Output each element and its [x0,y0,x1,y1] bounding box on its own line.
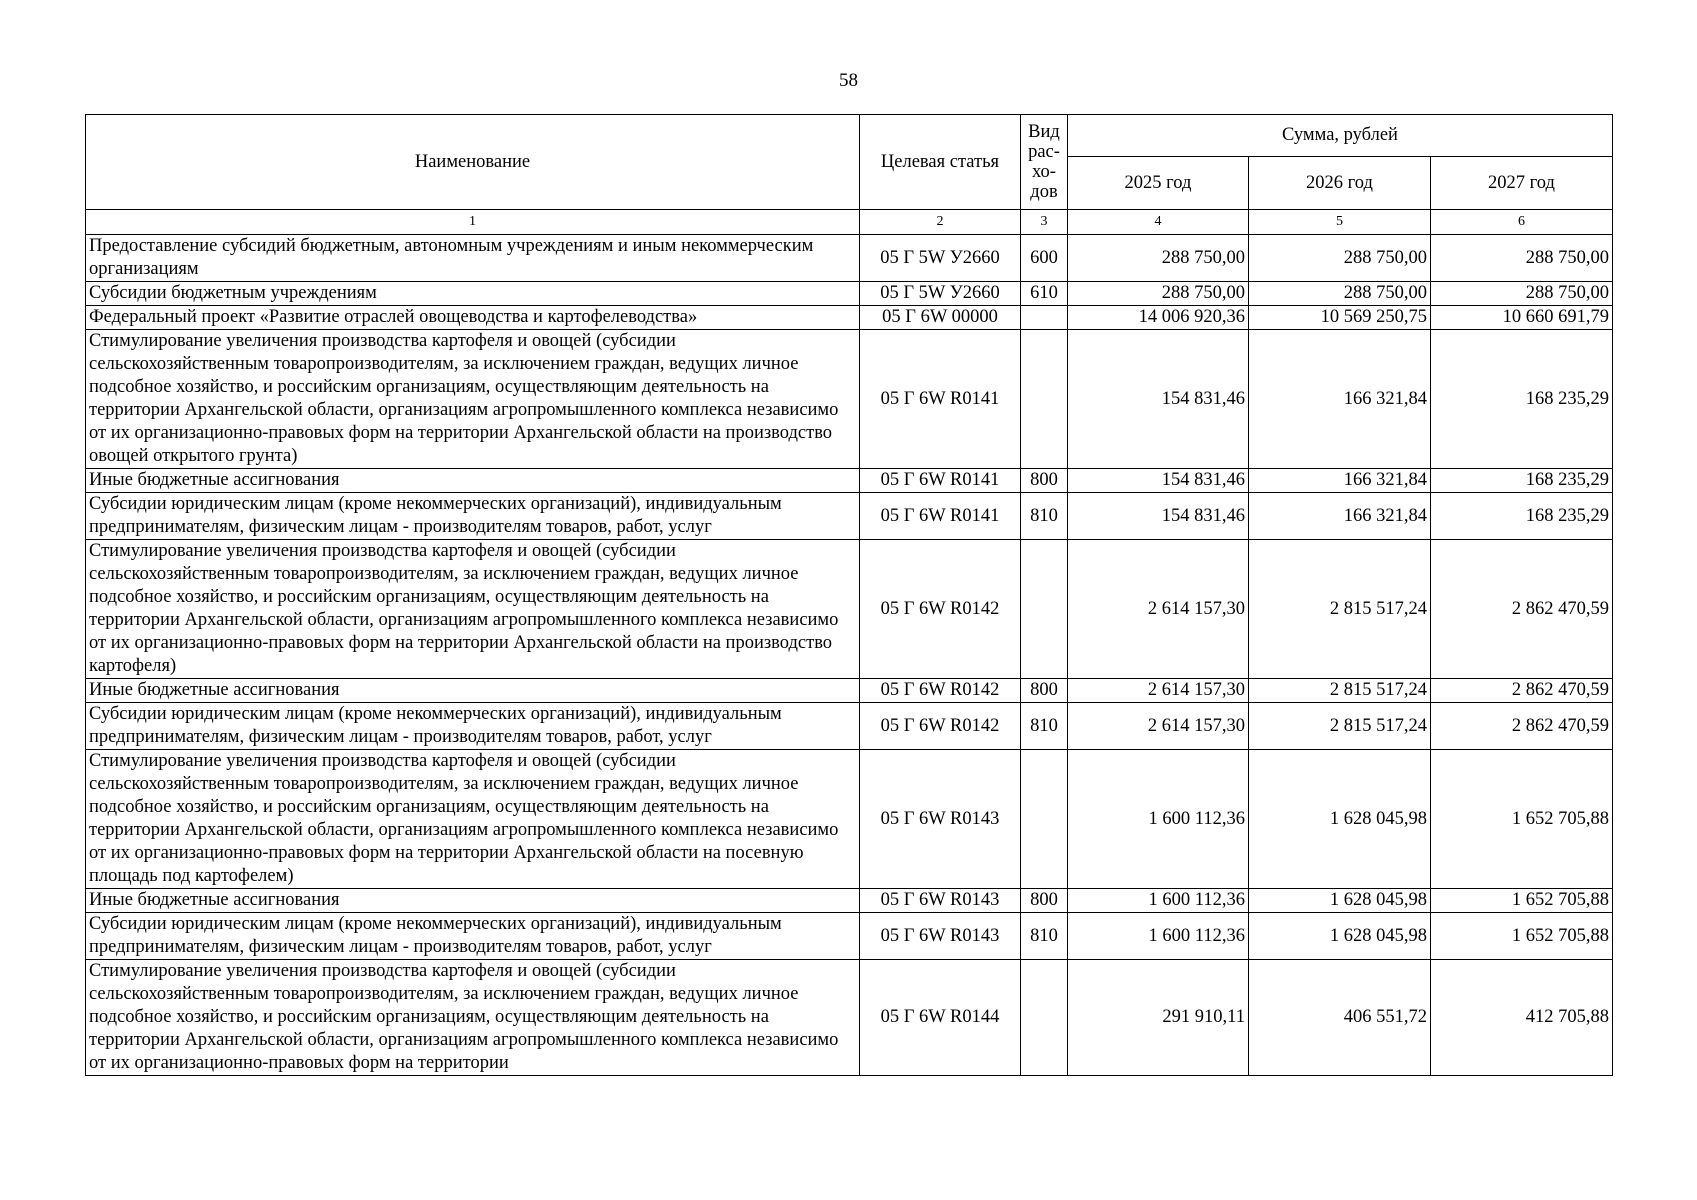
table-row [86,306,1613,330]
row-amount-2025: 291 910,11 [1068,960,1249,1076]
row-amount-2027: 1 652 705,88 [1431,889,1613,913]
row-target-code: 05 Г 6W R0143 [860,750,1021,889]
row-amount-2026: 1 628 045,98 [1249,913,1431,960]
row-target-code: 05 Г 6W R0144 [860,960,1021,1076]
column-number: 2 [860,210,1021,235]
row-name: Субсидии юридическим лицам (кроме некоммерческих организаций), индивидуальным предпринимателям, физическим лицам - производителям товаров, работ, услуг [86,913,860,960]
row-amount-2025: 1 600 112,36 [1068,889,1249,913]
row-expense-type: 610 [1021,282,1068,306]
row-target-code: 05 Г 5W У2660 [860,235,1021,282]
row-amount-2025: 2 614 157,30 [1068,679,1249,703]
row-expense-type: 810 [1021,703,1068,750]
row-amount-2027: 288 750,00 [1431,282,1613,306]
row-name: Субсидии юридическим лицам (кроме некоммерческих организаций), индивидуальным предпринимателям, физическим лицам - производителям товаров, работ, услуг [86,703,860,750]
row-name: Иные бюджетные ассигнования [86,889,860,913]
row-amount-2027: 168 235,29 [1431,493,1613,540]
row-name: Субсидии юридическим лицам (кроме некоммерческих организаций), индивидуальным предпринимателям, физическим лицам - производителям товаров, работ, услуг [86,493,860,540]
row-target-code: 05 Г 6W R0142 [860,540,1021,679]
row-name: Стимулирование увеличения производства картофеля и овощей (субсидии сельскохозяйственным товаропроизводителям, за исключением граждан, ведущих личное подсобное хозяйство, и российским организациям, осуществляющим деятельность на территории Архангельской области, организациям агропромышленного комплекса независимо от их организационно-правовых форм на территории Архангельской области на производство картофеля) [86,540,860,679]
row-target-code: 05 Г 5W У2660 [860,282,1021,306]
row-amount-2026: 288 750,00 [1249,282,1431,306]
row-amount-2026: 166 321,84 [1249,493,1431,540]
row-amount-2027: 10 660 691,79 [1431,306,1613,330]
row-target-code: 05 Г 6W 00000 [860,306,1021,330]
header-year-2026: 2026 год [1249,157,1431,210]
row-amount-2025: 2 614 157,30 [1068,540,1249,679]
row-name: Иные бюджетные ассигнования [86,679,860,703]
row-amount-2027: 1 652 705,88 [1431,913,1613,960]
column-number: 3 [1021,210,1068,235]
table-row [86,282,1613,306]
header-sum: Сумма, рублей [1068,115,1613,157]
row-expense-type: 810 [1021,493,1068,540]
table-row [86,703,1613,750]
row-amount-2027: 168 235,29 [1431,469,1613,493]
page-number: 58 [839,70,858,91]
header-year-2027: 2027 год [1431,157,1613,210]
row-expense-type [1021,540,1068,679]
table-row [86,913,1613,960]
row-amount-2025: 1 600 112,36 [1068,913,1249,960]
row-amount-2025: 288 750,00 [1068,282,1249,306]
row-target-code: 05 Г 6W R0141 [860,469,1021,493]
row-expense-type: 800 [1021,679,1068,703]
row-target-code: 05 Г 6W R0141 [860,330,1021,469]
row-target-code: 05 Г 6W R0142 [860,679,1021,703]
row-amount-2025: 2 614 157,30 [1068,703,1249,750]
row-amount-2026: 288 750,00 [1249,235,1431,282]
row-expense-type: 810 [1021,913,1068,960]
table-header [86,115,1613,210]
row-amount-2026: 166 321,84 [1249,330,1431,469]
row-amount-2027: 1 652 705,88 [1431,750,1613,889]
table-row [86,469,1613,493]
row-amount-2025: 154 831,46 [1068,469,1249,493]
row-amount-2027: 2 862 470,59 [1431,703,1613,750]
row-amount-2026: 2 815 517,24 [1249,703,1431,750]
row-expense-type [1021,750,1068,889]
row-name: Стимулирование увеличения производства картофеля и овощей (субсидии сельскохозяйственным товаропроизводителям, за исключением граждан, ведущих личное подсобное хозяйство, и российским организациям, осуществляющим деятельность на территории Архангельской области, организациям агропромышленного комплекса независимо от их организационно-правовых форм на территории [86,960,860,1076]
row-amount-2025: 288 750,00 [1068,235,1249,282]
row-amount-2026: 166 321,84 [1249,469,1431,493]
table-row [86,493,1613,540]
table-row [86,235,1613,282]
table-row [86,960,1613,1076]
row-amount-2027: 412 705,88 [1431,960,1613,1076]
row-amount-2026: 10 569 250,75 [1249,306,1431,330]
table-body [86,210,1613,1076]
row-amount-2025: 1 600 112,36 [1068,750,1249,889]
row-amount-2027: 168 235,29 [1431,330,1613,469]
row-amount-2026: 2 815 517,24 [1249,540,1431,679]
row-amount-2025: 154 831,46 [1068,330,1249,469]
row-name: Стимулирование увеличения производства картофеля и овощей (субсидии сельскохозяйственным товаропроизводителям, за исключением граждан, ведущих личное подсобное хозяйство, и российским организациям, осуществляющим деятельность на территории Архангельской области, организациям агропромышленного комплекса независимо от их организационно-правовых форм на территории Архангельской области на посевную площадь под картофелем) [86,750,860,889]
row-expense-type [1021,960,1068,1076]
row-name: Федеральный проект «Развитие отраслей овощеводства и картофелеводства» [86,306,860,330]
header-target: Целевая статья [860,115,1021,210]
row-amount-2027: 2 862 470,59 [1431,679,1613,703]
header-expense-type: Вид рас-хо-дов [1021,115,1068,210]
column-number: 1 [86,210,860,235]
row-amount-2026: 2 815 517,24 [1249,679,1431,703]
row-expense-type [1021,306,1068,330]
column-number: 5 [1249,210,1431,235]
row-target-code: 05 Г 6W R0142 [860,703,1021,750]
row-target-code: 05 Г 6W R0143 [860,913,1021,960]
row-amount-2027: 288 750,00 [1431,235,1613,282]
row-amount-2025: 14 006 920,36 [1068,306,1249,330]
row-amount-2026: 406 551,72 [1249,960,1431,1076]
column-number: 4 [1068,210,1249,235]
row-expense-type: 800 [1021,889,1068,913]
row-expense-type: 600 [1021,235,1068,282]
row-expense-type [1021,330,1068,469]
column-numbers-row [86,210,1613,235]
table-row [86,750,1613,889]
budget-table [85,114,1613,1076]
row-target-code: 05 Г 6W R0143 [860,889,1021,913]
row-amount-2027: 2 862 470,59 [1431,540,1613,679]
column-number: 6 [1431,210,1613,235]
row-name: Субсидии бюджетным учреждениям [86,282,860,306]
row-expense-type: 800 [1021,469,1068,493]
row-amount-2026: 1 628 045,98 [1249,889,1431,913]
row-amount-2026: 1 628 045,98 [1249,750,1431,889]
table-row [86,330,1613,469]
row-name: Стимулирование увеличения производства картофеля и овощей (субсидии сельскохозяйственным товаропроизводителям, за исключением граждан, ведущих личное подсобное хозяйство, и российским организациям, осуществляющим деятельность на территории Архангельской области, организациям агропромышленного комплекса независимо от их организационно-правовых форм на территории Архангельской области на производство овощей открытого грунта) [86,330,860,469]
row-amount-2025: 154 831,46 [1068,493,1249,540]
table-row [86,889,1613,913]
table-row [86,540,1613,679]
table-row [86,679,1613,703]
row-target-code: 05 Г 6W R0141 [860,493,1021,540]
header-name: Наименование [86,115,860,210]
row-name: Иные бюджетные ассигнования [86,469,860,493]
row-name: Предоставление субсидий бюджетным, автономным учреждениям и иным некоммерческим организациям [86,235,860,282]
header-year-2025: 2025 год [1068,157,1249,210]
